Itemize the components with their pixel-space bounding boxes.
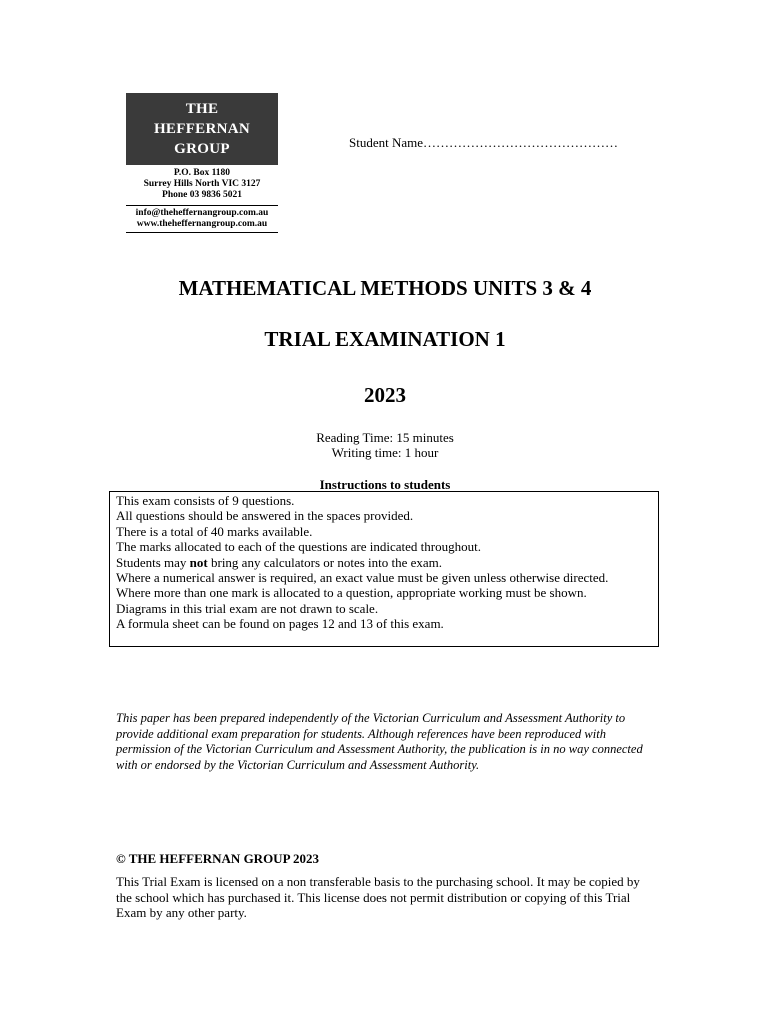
instruction-line: A formula sheet can be found on pages 12 and 13 of this exam. (116, 616, 444, 632)
instruction-line: Where a numerical answer is required, an exact value must be given unless otherwise directed. (116, 570, 609, 586)
logo-line: THE (185, 101, 219, 117)
instruction-line: There is a total of 40 marks available. (116, 523, 313, 539)
publisher-logo (126, 93, 278, 165)
instruction-line: Diagrams in this trial exam are not drawn to scale. (116, 600, 379, 616)
exam-year: 2023 (364, 383, 406, 407)
instruction-text: bring any calculators or notes into the exam. (207, 554, 443, 570)
instructions-box (109, 491, 659, 647)
instruction-text: Students may (116, 554, 190, 570)
publisher-address (126, 168, 278, 201)
instruction-emphasis: not (189, 554, 208, 570)
student-name-field: Student Name……………………………………… (349, 135, 619, 150)
writing-time: Writing time: 1 hour (331, 445, 439, 460)
contact-website: www.theheffernangroup.com.au (136, 219, 268, 229)
logo-line: HEFFERNAN (153, 121, 251, 137)
instruction-line: Where more than one mark is allocated to a question, appropriate working must be shown. (116, 585, 587, 601)
reading-time: Reading Time: 15 minutes (316, 430, 454, 445)
address-line: Surrey Hills North VIC 3127 (143, 179, 261, 189)
logo-line: GROUP (174, 141, 230, 157)
address-line: P.O. Box 1180 (173, 168, 231, 178)
exam-times (0, 430, 770, 460)
instruction-line-calculators (116, 555, 652, 570)
disclaimer-text: This paper has been prepared independently of the Victorian Curriculum and Assessment Authority to provide additional exam preparation for students. Although references have been reproduced with permission of the Victorian Curriculum and Assessment Authority, the publication is in no way connected with or endorsed by the Victorian Curriculum and Assessment Authority. (116, 711, 643, 772)
instruction-line: All questions should be answered in the spaces provided. (116, 508, 414, 524)
instruction-line: The marks allocated to each of the questions are indicated throughout. (116, 539, 481, 555)
instruction-line: This exam consists of 9 questions. (116, 493, 295, 508)
copyright-heading: © THE HEFFERNAN GROUP 2023 (116, 851, 320, 866)
address-line: Phone 03 9836 5021 (162, 190, 242, 200)
instructions-heading: Instructions to students (319, 477, 451, 492)
contact-email: info@theheffernangroup.com.au (135, 208, 269, 218)
publisher-contact (126, 205, 278, 233)
exam-title: MATHEMATICAL METHODS UNITS 3 & 4 (178, 276, 592, 300)
license-text: This Trial Exam is licensed on a non transferable basis to the purchasing school. It may be copied by the school which has purchased it. This license does not permit distribution or copying of this Trial Exam by any other party. (116, 874, 640, 920)
exam-subtitle: TRIAL EXAMINATION 1 (264, 327, 506, 351)
